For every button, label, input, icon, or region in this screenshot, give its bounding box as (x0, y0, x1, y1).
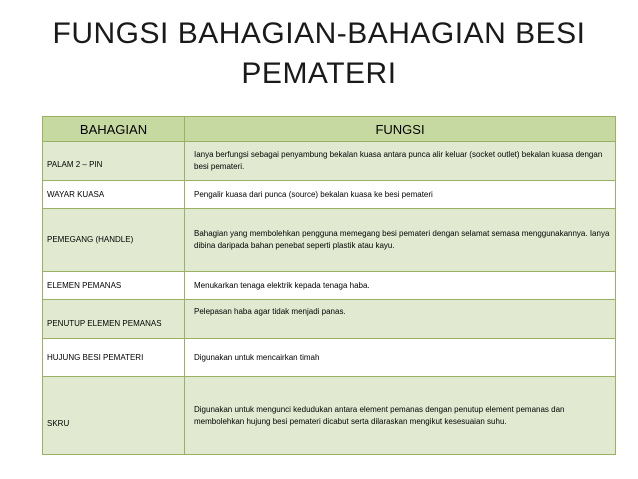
cell-fungsi: Pelepasan haba agar tidak menjadi panas. (185, 300, 616, 339)
table-row (43, 142, 616, 181)
table-row (43, 300, 616, 339)
table-row (43, 181, 616, 209)
cell-fungsi: Pengalir kuasa dari punca (source) bekalan kuasa ke besi pemateri (185, 181, 616, 209)
page-title-line-1: FUNGSI BAHAGIAN-BAHAGIAN BESI (52, 17, 586, 50)
page-title-line-2: PEMATERI (241, 57, 397, 90)
function-table (42, 116, 616, 455)
cell-fungsi: Digunakan untuk mengunci kedudukan antara element pemanas dengan penutup element pemanas dan membolehkan hujung besi pemateri dicabut serta dilaraskan mengikut kesesuaian suhu. (185, 377, 616, 455)
cell-fungsi: Digunakan untuk mencairkan timah (185, 339, 616, 377)
table-row (43, 209, 616, 272)
cell-fungsi: Bahagian yang membolehkan pengguna memegang besi pemateri dengan selamat semasa menggunakannya. Ianya dibina daripada bahan penebat seperti plastik atau kayu. (185, 209, 616, 272)
header-bahagian: BAHAGIAN (43, 117, 185, 142)
cell-bahagian: PEMEGANG (HANDLE) (43, 209, 185, 272)
cell-fungsi: Menukarkan tenaga elektrik kepada tenaga haba. (185, 272, 616, 300)
table-row (43, 377, 616, 455)
cell-bahagian: HUJUNG BESI PEMATERI (43, 339, 185, 377)
table-row (43, 339, 616, 377)
cell-fungsi: Ianya berfungsi sebagai penyambung bekalan kuasa antara punca alir keluar (socket outlet) bekalan kuasa dengan besi pemateri. (185, 142, 616, 181)
cell-bahagian: WAYAR KUASA (43, 181, 185, 209)
cell-bahagian: PALAM 2 – PIN (43, 142, 185, 181)
cell-bahagian: SKRU (43, 377, 185, 455)
header-fungsi: FUNGSI (185, 117, 616, 142)
cell-bahagian: ELEMEN PEMANAS (43, 272, 185, 300)
page-title (0, 14, 638, 94)
table-row (43, 272, 616, 300)
table-header-row (43, 117, 616, 142)
cell-bahagian: PENUTUP ELEMEN PEMANAS (43, 300, 185, 339)
